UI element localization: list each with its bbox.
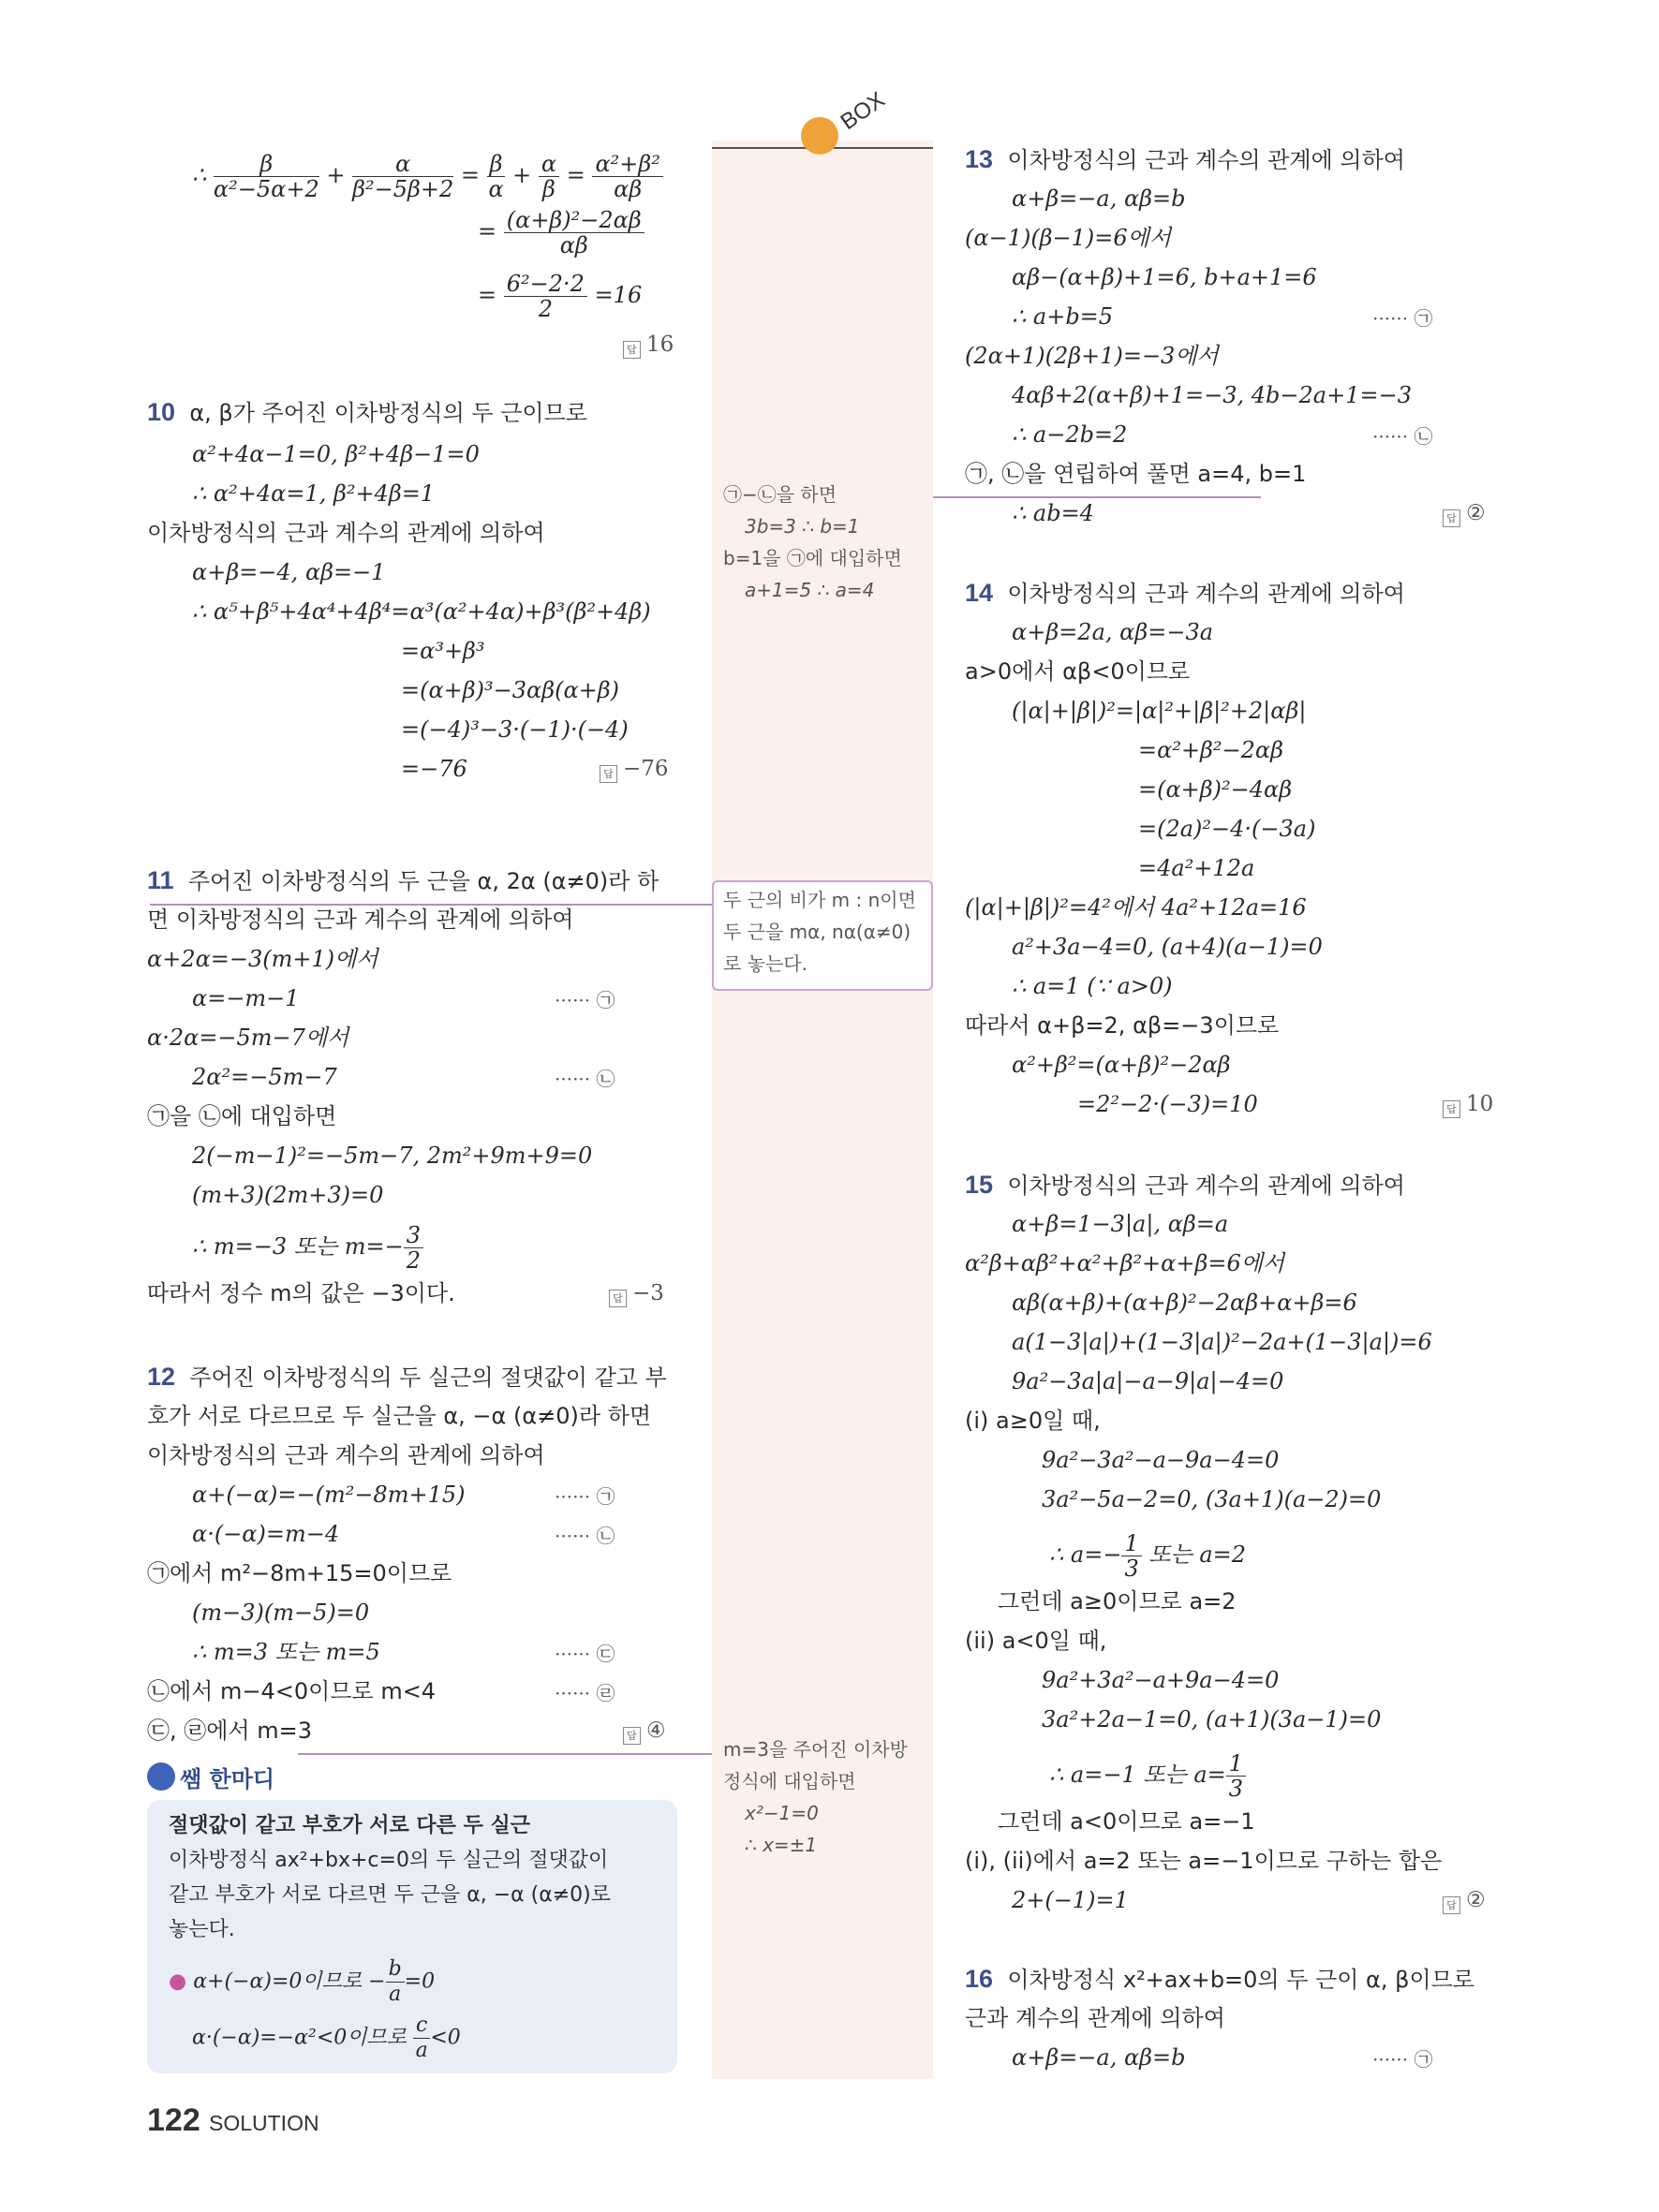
q10-line5: α+β=−4, αβ=−1 — [192, 559, 386, 585]
q12-line5: α·(−α)=m−4 — [192, 1521, 340, 1547]
q14-line11: ∴ a=1 (∵ a>0) — [1012, 973, 1173, 999]
q15-line3: α²β+αβ²+α²+β²+α+β=6에서 — [965, 1250, 1285, 1276]
q15-line6: 9a²−3a|a|−a−9|a|−4=0 — [1012, 1368, 1284, 1394]
side-box-line1: 두 근의 비가 m : n이면 — [723, 889, 916, 911]
q14-line5: =α²+β²−2αβ — [1138, 737, 1284, 763]
q14-line10: a²+3a−4=0, (a+4)(a−1)=0 — [1012, 934, 1323, 960]
q16-line2: 근과 계수의 관계에 의하여 — [965, 2005, 1225, 2031]
q12-tag2: ······ ㉡ — [555, 1525, 615, 1547]
q12-line1: 12 주어진 이차방정식의 두 실근의 절댓값이 같고 부 — [147, 1363, 667, 1391]
q11-tag1: ······ ㉠ — [555, 989, 615, 1011]
q15-line9: 3a²−5a−2=0, (3a+1)(a−2)=0 — [1042, 1486, 1382, 1512]
q13-tag2: ······ ㉡ — [1372, 425, 1433, 448]
q10-line2: α²+4α−1=0, β²+4β−1=0 — [192, 441, 480, 467]
side-note-1-line4: a+1=5 ∴ a=4 — [745, 579, 875, 601]
q9-frac2: $\frac{\alpha}{\text{β²−5β+2}}$ — [352, 151, 454, 202]
q15-line8: 9a²−3a²−a−9a−4=0 — [1042, 1447, 1280, 1473]
q12-tag3: ······ ㉢ — [555, 1643, 615, 1665]
q11-tag2: ······ ㉡ — [555, 1068, 615, 1090]
q14-line14: =2²−2·(−3)=10 — [1077, 1091, 1258, 1117]
tip-line4: ● α+(−α)=0이므로 − $\frac{b}{a}$ =0 — [169, 1957, 436, 2006]
q10-line7: =α³+β³ — [401, 638, 485, 664]
q11-line4: α=−m−1 — [192, 985, 300, 1011]
q10-line9: =(−4)³−3·(−1)·(−4) — [401, 716, 629, 743]
q15-answer: 답 ② — [1443, 1888, 1486, 1914]
q13-line3: (α−1)(β−1)=6에서 — [965, 225, 1172, 251]
q16-line1: 16 이차방정식 x²+ax+b=0의 두 근이 α, β이므로 — [965, 1965, 1474, 1993]
q14-number: 14 — [965, 579, 994, 607]
q15-line2: α+β=1−3|a|, αβ=a — [1012, 1211, 1229, 1237]
q15-number: 15 — [965, 1171, 994, 1199]
q12-tag4: ······ ㉣ — [555, 1682, 615, 1704]
q12-line8: ∴ m=3 또는 m=5 — [192, 1639, 380, 1665]
q13-line1: 13 이차방정식의 근과 계수의 관계에 의하여 — [965, 145, 1405, 173]
q12-line4: α+(−α)=−(m²−8m+15) — [192, 1482, 466, 1508]
tip-line2: 같고 부호가 서로 다르면 두 근을 α, −α (α≠0)로 — [169, 1883, 612, 1907]
q13-line7: 4αβ+2(α+β)+1=−3, 4b−2a+1=−3 — [1012, 382, 1412, 408]
q14-line7: =(2a)²−4·(−3a) — [1138, 816, 1316, 842]
ssam-icon — [147, 1762, 175, 1791]
q16-number: 16 — [965, 1965, 994, 1993]
side-note-1-line3: b=1을 ㉠에 대입하면 — [723, 547, 902, 569]
q13-number: 13 — [965, 145, 994, 173]
q13-line5: ∴ a+b=5 — [1012, 303, 1114, 330]
q10-number: 10 — [147, 398, 176, 426]
q11-line7: ㉠을 ㉡에 대입하면 — [147, 1103, 337, 1129]
q11-line5: α·2α=−5m−7에서 — [147, 1025, 349, 1051]
tip-line3: 놓는다. — [169, 1918, 235, 1941]
q9-therefore: ∴ — [192, 162, 207, 188]
q9-line1: ∴ $\frac{\beta}{\text{α²−5α+2}}$ + $\frac{\alpha}{\text{β²−5β+2}}$ = $\frac{\beta}{\alpha}$ + $\frac{\alpha}{\beta}$ = $\frac{\text{α²+β²}}{\alpha\beta}$ — [192, 152, 663, 201]
q10-line6: ∴ α⁵+β⁵+4α⁴+4β⁴=α³(α²+4α)+β³(β²+4β) — [192, 598, 651, 625]
q14-line12: 따라서 α+β=2, αβ=−3이므로 — [965, 1012, 1280, 1039]
q14-line3: a>0에서 αβ<0이므로 — [965, 658, 1191, 685]
page-footer-label: SOLUTION — [209, 2111, 319, 2135]
q13-line9: ㉠, ㉡을 연립하여 풀면 a=4, b=1 — [965, 461, 1307, 487]
q13-answer: 답 ② — [1443, 501, 1486, 527]
q13-line6: (2α+1)(2β+1)=−3에서 — [965, 343, 1219, 369]
q11-line2: 면 이차방정식의 근과 계수의 관계에 의하여 — [147, 907, 574, 933]
q12-line6: ㉠에서 m²−8m+15=0이므로 — [147, 1560, 452, 1586]
side-note-3-line1: m=3을 주어진 이차방 — [723, 1738, 908, 1761]
q11-line8: 2(−m−1)²=−5m−7, 2m²+9m+9=0 — [192, 1143, 593, 1169]
q9-frac5: $\frac{\text{α²+β²}}{\alpha\beta}$ — [592, 152, 662, 201]
q12-leader — [298, 1753, 712, 1755]
q14-line8: =4a²+12a — [1138, 855, 1255, 881]
q9-answer: 답 16 — [623, 332, 674, 359]
q12-line2: 호가 서로 다르므로 두 실근을 α, −α (α≠0)라 하면 — [147, 1403, 652, 1429]
q10-line3: ∴ α²+4α=1, β²+4β=1 — [192, 480, 436, 507]
side-note-3-line2: 정식에 대입하면 — [723, 1770, 856, 1792]
q12-answer: 답 ④ — [623, 1718, 666, 1745]
q9-frac6: $\frac{\text{(α+β)²−2αβ}}{\alpha\beta}$ — [504, 208, 644, 258]
q10-line1: 10 α, β가 주어진 이차방정식의 두 근이므로 — [147, 398, 587, 426]
q13-line4: αβ−(α+β)+1=6, b+a+1=6 — [1012, 264, 1317, 290]
q14-line13: α²+β²=(α+β)²−2αβ — [1012, 1052, 1231, 1078]
q14-line6: =(α+β)²−4αβ — [1138, 776, 1293, 803]
q9-line3: = $\frac{\text{6²−2·2}}{2}$ =16 — [478, 271, 643, 322]
q16-line3: α+β=−a, αβ=b — [1012, 2044, 1186, 2071]
q15-line12: (ii) a<0일 때, — [965, 1628, 1107, 1654]
q14-line2: α+β=2a, αβ=−3a — [1012, 619, 1214, 645]
q14-line1: 14 이차방정식의 근과 계수의 관계에 의하여 — [965, 579, 1405, 607]
q11-line11: 따라서 정수 m의 값은 −3이다. — [147, 1280, 455, 1306]
q12-tag1: ······ ㉠ — [555, 1485, 615, 1508]
tip-line5: α·(−α)=−α²<0이므로 $\frac{c}{a}$ <0 — [192, 2013, 461, 2062]
side-box-line2: 두 근을 mα, nα(α≠0) — [723, 921, 911, 943]
q13-tag1: ······ ㉠ — [1372, 307, 1433, 330]
q10-line10: =−76 — [401, 756, 467, 782]
q15-line1: 15 이차방정식의 근과 계수의 관계에 의하여 — [965, 1171, 1405, 1199]
q12-line10: ㉢, ㉣에서 m=3 — [147, 1718, 313, 1744]
q12-line3: 이차방정식의 근과 계수의 관계에 의하여 — [147, 1442, 545, 1468]
side-note-3-line4: ∴ x=±1 — [745, 1834, 818, 1856]
q12-line9: ㉡에서 m−4<0이므로 m<4 — [147, 1678, 437, 1704]
q15-line14: 3a²+2a−1=0, (a+1)(3a−1)=0 — [1042, 1706, 1382, 1733]
q11-number: 11 — [147, 866, 174, 894]
q15-line17: (i), (ii)에서 a=2 또는 a=−1이므로 구하는 합은 — [965, 1848, 1443, 1874]
q12-line7: (m−3)(m−5)=0 — [192, 1600, 370, 1626]
q9-frac3: $\frac{\beta}{\alpha}$ — [488, 151, 504, 202]
tip-line1: 이차방정식 ax²+bx+c=0의 두 실근의 절댓값이 — [169, 1849, 609, 1872]
q12-number: 12 — [147, 1363, 176, 1391]
q16-tag1: ······ ㉠ — [1372, 2048, 1433, 2071]
q11-answer: 답 −3 — [609, 1281, 664, 1307]
q11-line9: (m+3)(2m+3)=0 — [192, 1182, 384, 1208]
q10-line8: =(α+β)³−3αβ(α+β) — [401, 677, 620, 703]
tip-title: 절댓값이 같고 부호가 서로 다른 두 실근 — [169, 1814, 530, 1837]
q15-line15: ∴ a=−1 또는 a= $\frac{1}{3}$ — [1049, 1751, 1246, 1801]
q15-line5: a(1−3|a|)+(1−3|a|)²−2a+(1−3|a|)=6 — [1012, 1329, 1432, 1355]
q13-line10: ∴ ab=4 — [1012, 500, 1094, 526]
page-number: 122 — [147, 2102, 200, 2138]
q9-line2: = $\frac{\text{(α+β)²−2αβ}}{\alpha\beta}$ — [478, 208, 644, 258]
q15-line7: (i) a≥0일 때, — [965, 1408, 1101, 1434]
q11-line6: 2α²=−5m−7 — [192, 1064, 337, 1090]
q15-line11: 그런데 a≥0이므로 a=2 — [998, 1588, 1237, 1615]
qbox-logo-text: BOX — [836, 86, 890, 136]
q10-answer: 답 −76 — [600, 757, 669, 783]
q15-line13: 9a²+3a²−a+9a−4=0 — [1042, 1667, 1280, 1693]
side-note-1-leader — [933, 496, 1261, 498]
side-note-3-line3: x²−1=0 — [745, 1802, 819, 1824]
side-note-1-line2: 3b=3 ∴ b=1 — [745, 515, 860, 538]
q14-line4: (|α|+|β|)²=|α|²+|β|²+2|αβ| — [1012, 698, 1307, 724]
tip-bullet-icon: ● — [169, 1969, 187, 1994]
q11-line3: α+2α=−3(m+1)에서 — [147, 946, 378, 972]
q14-line9: (|α|+|β|)²=4²에서 4a²+12a=16 — [965, 894, 1307, 921]
q9-frac1: $\frac{\beta}{\text{α²−5α+2}}$ — [213, 151, 319, 202]
side-note-1-line1: ㉠−㉡을 하면 — [723, 483, 837, 506]
q9-frac4: $\frac{\alpha}{\beta}$ — [539, 152, 559, 201]
ssam-heading: 쌤 한마디 — [180, 1766, 275, 1792]
q9-frac7: $\frac{\text{6²−2·2}}{2}$ — [504, 272, 587, 321]
q11-line10: ∴ m=−3 또는 m=− $\frac{3}{2}$ — [192, 1223, 423, 1273]
side-box-line3: 로 놓는다. — [723, 952, 807, 975]
q15-line10: ∴ a=− $\frac{1}{3}$ 또는 a=2 — [1049, 1530, 1247, 1582]
q13-line8: ∴ a−2b=2 — [1012, 421, 1128, 448]
q11-line1: 11 주어진 이차방정식의 두 근을 α, 2α (α≠0)라 하 — [147, 866, 659, 894]
q14-answer: 답 10 — [1443, 1092, 1493, 1118]
q15-line4: αβ(α+β)+(α+β)²−2αβ+α+β=6 — [1012, 1290, 1357, 1316]
q10-line4: 이차방정식의 근과 계수의 관계에 의하여 — [147, 520, 545, 546]
q15-line16: 그런데 a<0이므로 a=−1 — [998, 1808, 1255, 1835]
q15-line18: 2+(−1)=1 — [1012, 1887, 1129, 1913]
q13-line2: α+β=−a, αβ=b — [1012, 185, 1186, 212]
qbox-logo-icon — [801, 117, 838, 155]
